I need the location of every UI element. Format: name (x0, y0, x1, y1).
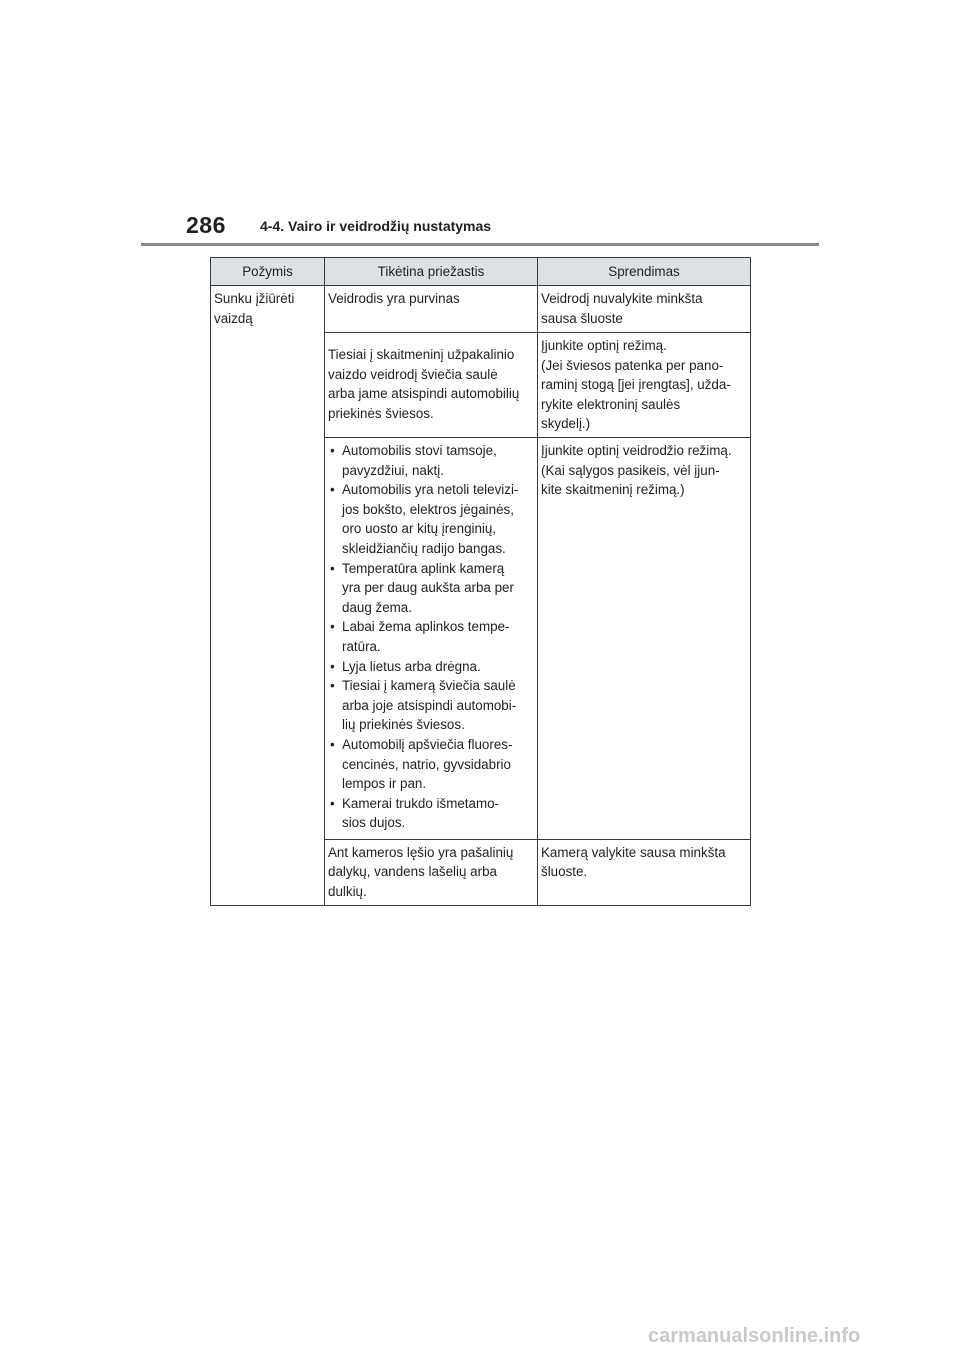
cause-line: yra per daug aukšta arba per (342, 580, 514, 596)
cause-line: lempos ir pan. (342, 776, 427, 792)
table-row (211, 286, 751, 333)
list-item (328, 617, 534, 656)
solution-cell (538, 286, 751, 333)
cause-line: arba jame atsispindi automobilių (328, 386, 520, 402)
cause-line: pavyzdžiui, naktį. (342, 462, 444, 478)
column-header-symptom: Požymis (211, 258, 325, 286)
cause-line: arba joje atsispindi automobi- (342, 697, 517, 713)
cause-line: • Lyja lietus arba drėgna. (342, 658, 481, 674)
column-header-cause: Tikėtina priežastis (325, 258, 538, 286)
solution-line: (Jei šviesos patenka per pano- (541, 357, 724, 373)
solution-line: raminį stogą [jei įrengtas], užda- (541, 377, 731, 393)
solution-line: šluoste. (541, 864, 588, 880)
cause-line: • Automobilį apšviečia fluores- (342, 736, 513, 752)
list-item (328, 441, 534, 480)
list-item (328, 735, 534, 794)
table-header-row (211, 258, 751, 286)
cause-line: • Tiesiai į kamerą šviečia saulė (342, 678, 516, 694)
page-number: 286 (186, 212, 226, 238)
troubleshooting-table (210, 257, 751, 906)
solution-line: rykite elektroninį saulės (541, 396, 681, 412)
solution-line: kite skaitmeninį režimą.) (541, 482, 685, 498)
list-item (328, 657, 534, 677)
list-item (328, 676, 534, 735)
cause-line: • Kamerai trukdo išmetamo- (342, 795, 500, 811)
cause-line: vaizdo veidrodį šviečia saulė (328, 366, 498, 382)
cause-line: cencinės, natrio, gyvsidabrio (342, 756, 511, 772)
cause-line: • Labai žema aplinkos tempe- (342, 619, 510, 635)
cause-cell (325, 286, 538, 333)
cause-cell (325, 438, 538, 840)
solution-line: Veidrodį nuvalykite minkšta (541, 291, 703, 306)
solution-cell (538, 839, 751, 905)
cause-cell (325, 333, 538, 438)
symptom-cell (211, 286, 325, 906)
symptom-line: vaizdą (214, 310, 253, 326)
cause-cell (325, 839, 538, 905)
cause-line: Veidrodis yra purvinas (328, 291, 460, 306)
solution-cell (538, 333, 751, 438)
cause-line: • Temperatūra aplink kamerą (342, 560, 505, 576)
watermark: carmanualsonline.info (648, 1325, 861, 1347)
cause-line: skleidžiančių radijo bangas. (342, 540, 506, 556)
symptom-line: Sunku įžiūrėti (214, 291, 295, 306)
cause-line: dalykų, vandens lašelių arba (328, 864, 497, 880)
column-header-solution: Sprendimas (538, 258, 751, 286)
cause-line: daug žema. (342, 599, 412, 615)
cause-line: sios dujos. (342, 815, 406, 831)
cause-line: jos bokšto, elektros jėgainės, (342, 501, 514, 517)
solution-line: (Kai sąlygos pasikeis, vėl įjun- (541, 462, 720, 478)
cause-line: lių priekinės šviesos. (342, 717, 465, 733)
cause-line: priekinės šviesos. (328, 405, 434, 421)
cause-line: • Automobilis stovi tamsoje, (342, 443, 497, 458)
solution-line: Įjunkite optinį režimą. (541, 338, 667, 353)
solution-cell (538, 438, 751, 840)
solution-line: sausa šluoste (541, 310, 623, 326)
cause-line: Ant kameros lęšio yra pašalinių (328, 844, 514, 860)
list-item (328, 480, 534, 558)
cause-line: oro uosto ar kitų įrenginių, (342, 521, 497, 537)
cause-line: • Automobilis yra netoli televizi- (342, 482, 519, 498)
solution-line: Kamerą valykite sausa minkšta (541, 844, 726, 860)
cause-line: dulkių. (328, 884, 367, 900)
list-item (328, 559, 534, 618)
list-item (328, 794, 534, 833)
header-divider (141, 243, 819, 246)
cause-list (328, 441, 534, 833)
cause-line: Tiesiai į skaitmeninį užpakalinio (328, 347, 515, 362)
solution-line: skydelį.) (541, 416, 591, 432)
section-title: 4-4. Vairo ir veidrodžių nustatymas (260, 218, 492, 234)
solution-line: Įjunkite optinį veidrodžio režimą. (541, 443, 732, 458)
cause-line: ratūra. (342, 638, 381, 654)
